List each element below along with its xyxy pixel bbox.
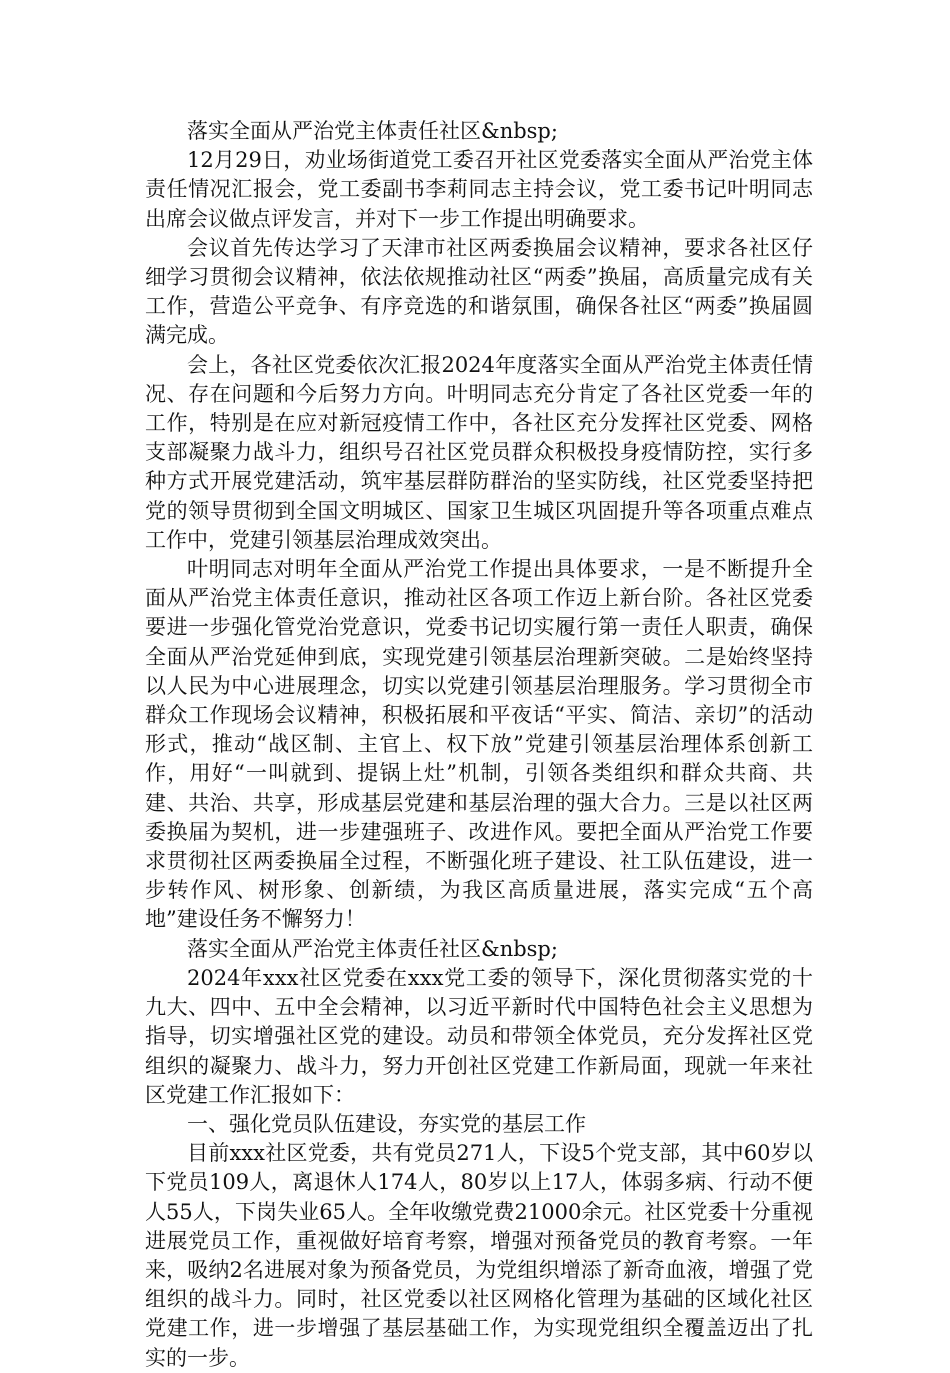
section-heading: 一、强化党员队伍建设，夯实党的基层工作 [187, 1111, 586, 1136]
paragraph: 目前xxx社区党委，共有党员271人，下设5个党支部，其中60岁以下党员109人，离退休人174人，80岁以上17人，体弱多病、行动不便人55人，下岗失业65人。全年收缴党费21000余元。社区党委十分重视进展党员工作，重视做好培育考察，增强对预备党员的教育考察。一年来，吸纳2名进展对象为预备党员，为党组织增添了新奇血液，增强了党组织的战斗力。同时，社区党委以社区网格化管理为基础的区域化社区党建工作，进一步增强了基层基础工作，为实现党组织全覆盖迈出了扎实的一步。 [145, 1141, 813, 1370]
paragraph: 2024年xxx社区党委在xxx党工委的领导下，深化贯彻落实党的十九大、四中、五中全会精神，以习近平新时代中国特色社会主义思想为指导，切实增强社区党的建设。动员和带领全体党员，充分发挥社区党组织的凝聚力、战斗力，努力开创社区党建工作新局面，现就一年来社区党建工作汇报如下： [145, 965, 813, 1107]
paragraph: 会议首先传达学习了天津市社区两委换届会议精神，要求各社区仔细学习贯彻会议精神，依法依规推动社区“两委”换届，高质量完成有关工作，营造公平竞争、有序竞选的和谐氛围，确保各社区“两委”换届圆满完成。 [145, 235, 813, 348]
document-body [145, 117, 813, 1373]
document-heading: 落实全面从严治党主体责任社区&nbsp; [187, 936, 558, 961]
document-heading: 落实全面从严治党主体责任社区&nbsp; [187, 119, 558, 143]
paragraph: 叶明同志对明年全面从严治党工作提出具体要求，一是不断提升全面从严治党主体责任意识，推动社区各项工作迈上新台阶。各社区党委要进一步强化管党治党意识，党委书记切实履行第一责任人职责，确保全面从严治党延伸到底，实现党建引领基层治理新突破。二是始终坚持以人民为中心进展理念，切实以党建引领基层治理服务。学习贯彻全市群众工作现场会议精神，积极拓展和平夜话“平实、简洁、亲切”的活动形式，推动“战区制、主官上、权下放”党建引领基层治理体系创新工作，用好“一叫就到、提锅上灶”机制，引领各类组织和群众共商、共建、共治、共享，形成基层党建和基层治理的强大合力。三是以社区两委换届为契机，进一步建强班子、改进作风。要把全面从严治党工作要求贯彻社区两委换届全过程，不断强化班子建设、社工队伍建设，进一步转作风、树形象、创新绩，为我区高质量进展，落实完成“五个高地”建设任务不懈努力！ [145, 557, 813, 932]
paragraph: 会上，各社区党委依次汇报2024年度落实全面从严治党主体责任情况、存在问题和今后努力方向。叶明同志充分肯定了各社区党委一年的工作，特别是在应对新冠疫情工作中，各社区充分发挥社区党委、网格支部凝聚力战斗力，组织号召社区党员群众积极投身疫情防控，实行多种方式开展党建活动，筑牢基层群防群治的坚实防线，社区党委坚持把党的领导贯彻到全国文明城区、国家卫生城区巩固提升等各项重点难点工作中，党建引领基层治理成效突出。 [145, 352, 813, 552]
paragraph: 12月29日，劝业场街道党工委召开社区党委落实全面从严治党主体责任情况汇报会，党工委副书李莉同志主持会议，党工委书记叶明同志出席会议做点评发言，并对下一步工作提出明确要求。 [145, 148, 813, 231]
